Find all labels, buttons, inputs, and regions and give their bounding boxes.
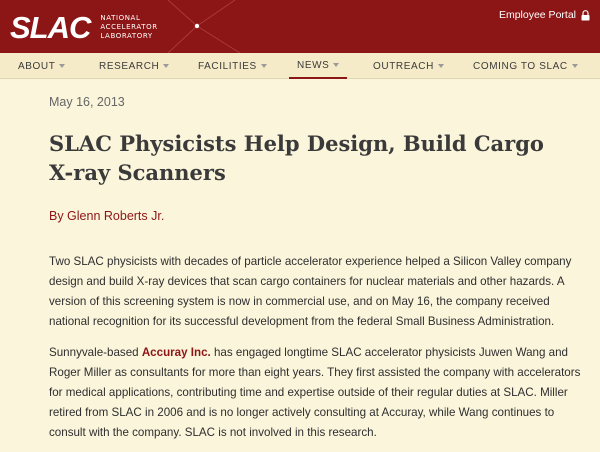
lock-icon [581, 10, 590, 21]
nav-item-outreach[interactable] [373, 53, 444, 79]
employee-portal-label: Employee Portal [498, 9, 576, 21]
nav-item-coming-to-slac[interactable] [473, 53, 578, 79]
paragraph-2-intro: Sunnyvale-based [49, 346, 142, 359]
caret-down-icon [333, 63, 339, 67]
nav-item-label: FACILITIES [198, 60, 257, 72]
nav-item-label: ABOUT [18, 60, 56, 72]
nav-item-facilities[interactable] [198, 53, 267, 79]
article-paragraph-2 [49, 343, 589, 443]
main-navigation [0, 53, 600, 79]
accuray-link[interactable]: Accuray Inc. [141, 346, 211, 359]
caret-down-icon [59, 64, 65, 68]
slac-logo[interactable] [10, 10, 158, 44]
paragraph-2-body: has engaged longtime SLAC accelerator physicists Juwen Wang and Roger Miller as consultants for more than eight years. They first assisted the company with accelerators for medical applications, contributing time and expertise outside of their regular duties at SLAC. Miller retired from SLAC in 2006 and is no longer actively consulting at Accuray, while Wang continues to consult with the company. SLAC is not involved in this research. [49, 346, 581, 439]
nav-item-news[interactable] [289, 53, 347, 79]
article-paragraph-1: Two SLAC physicists with decades of particle accelerator experience helped a Silicon Valley company design and build X-ray devices that scan cargo containers for nuclear materials and other hazards. A version of this screening system is now in commercial use, and on May 16, the company received national recognition for its successful development from the federal Small Business Administration. [49, 255, 572, 328]
caret-down-icon [438, 64, 444, 68]
logo-subtitle-line-2: ACCELERATOR [100, 22, 158, 31]
nav-item-about[interactable] [18, 53, 65, 79]
nav-item-research[interactable] [99, 53, 169, 79]
nav-item-label: RESEARCH [99, 60, 160, 72]
nav-item-label: COMING TO SLAC [473, 60, 568, 72]
employee-portal-link[interactable] [499, 9, 590, 21]
logo-subtitle-line-1: NATIONAL [100, 13, 141, 22]
logo-wordmark: SLAC [10, 9, 91, 45]
logo-subtitle-line-3: LABORATORY [100, 31, 153, 40]
caret-down-icon [261, 64, 267, 68]
article-date: May 16, 2013 [49, 95, 125, 109]
nav-item-label: NEWS [297, 59, 330, 71]
caret-down-icon [163, 64, 169, 68]
article-title: SLAC Physicists Help Design, Build Cargo X-ray Scanners [49, 131, 544, 185]
article-byline: By Glenn Roberts Jr. [49, 209, 165, 223]
nav-item-label: OUTREACH [373, 60, 434, 72]
logo-subtitle [100, 14, 157, 41]
top-header-bar [0, 0, 600, 53]
caret-down-icon [572, 64, 578, 68]
